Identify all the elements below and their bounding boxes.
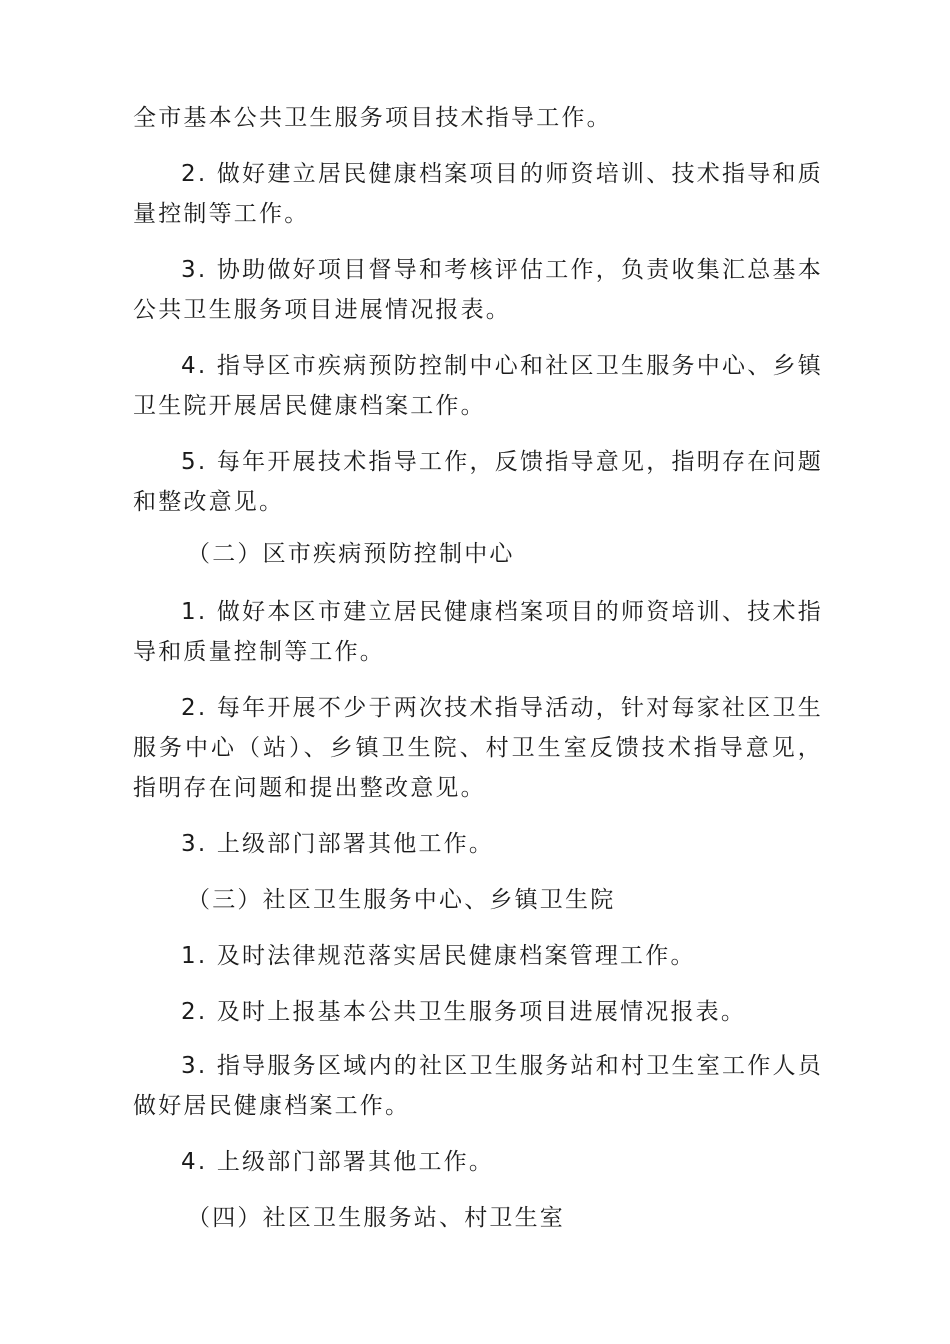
paragraph-item-3-1: 1. 及时法律规范落实居民健康档案管理工作。 <box>181 943 696 969</box>
paragraph-item-3-3: 3. 指导服务区域内的社区卫生服务站和村卫生室工作人员做好居民健康档案工作。 <box>133 1053 823 1119</box>
paragraph-item-1-5: 5. 每年开展技术指导工作，反馈指导意见，指明存在问题和整改意见。 <box>133 449 823 515</box>
paragraph-item-3-4: 4. 上级部门部署其他工作。 <box>181 1149 495 1175</box>
paragraph-item-1-3: 3. 协助做好项目督导和考核评估工作，负责收集汇总基本公共卫生服务项目进展情况报表。 <box>133 257 823 323</box>
paragraph-item-1-4: 4. 指导区市疾病预防控制中心和社区卫生服务中心、乡镇卫生院开展居民健康档案工作。 <box>133 353 823 419</box>
section-heading-4: （四）社区卫生服务站、村卫生室 <box>187 1205 565 1231</box>
paragraph-item-2-2: 2. 每年开展不少于两次技术指导活动，针对每家社区卫生服务中心（站）、乡镇卫生院、村卫生室反馈技术指导意见，指明存在问题和提出整改意见。 <box>133 695 823 801</box>
section-heading-2: （二）区市疾病预防控制中心 <box>187 541 515 567</box>
paragraph-item-1-2: 2. 做好建立居民健康档案项目的师资培训、技术指导和质量控制等工作。 <box>133 161 823 227</box>
paragraph-item-2-3: 3. 上级部门部署其他工作。 <box>181 831 495 857</box>
section-heading-3: （三）社区卫生服务中心、乡镇卫生院 <box>187 887 616 913</box>
paragraph-continuation: 全市基本公共卫生服务项目技术指导工作。 <box>133 105 612 131</box>
paragraph-item-2-1: 1. 做好本区市建立居民健康档案项目的师资培训、技术指导和质量控制等工作。 <box>133 599 823 665</box>
paragraph-item-3-2: 2. 及时上报基本公共卫生服务项目进展情况报表。 <box>181 999 747 1025</box>
